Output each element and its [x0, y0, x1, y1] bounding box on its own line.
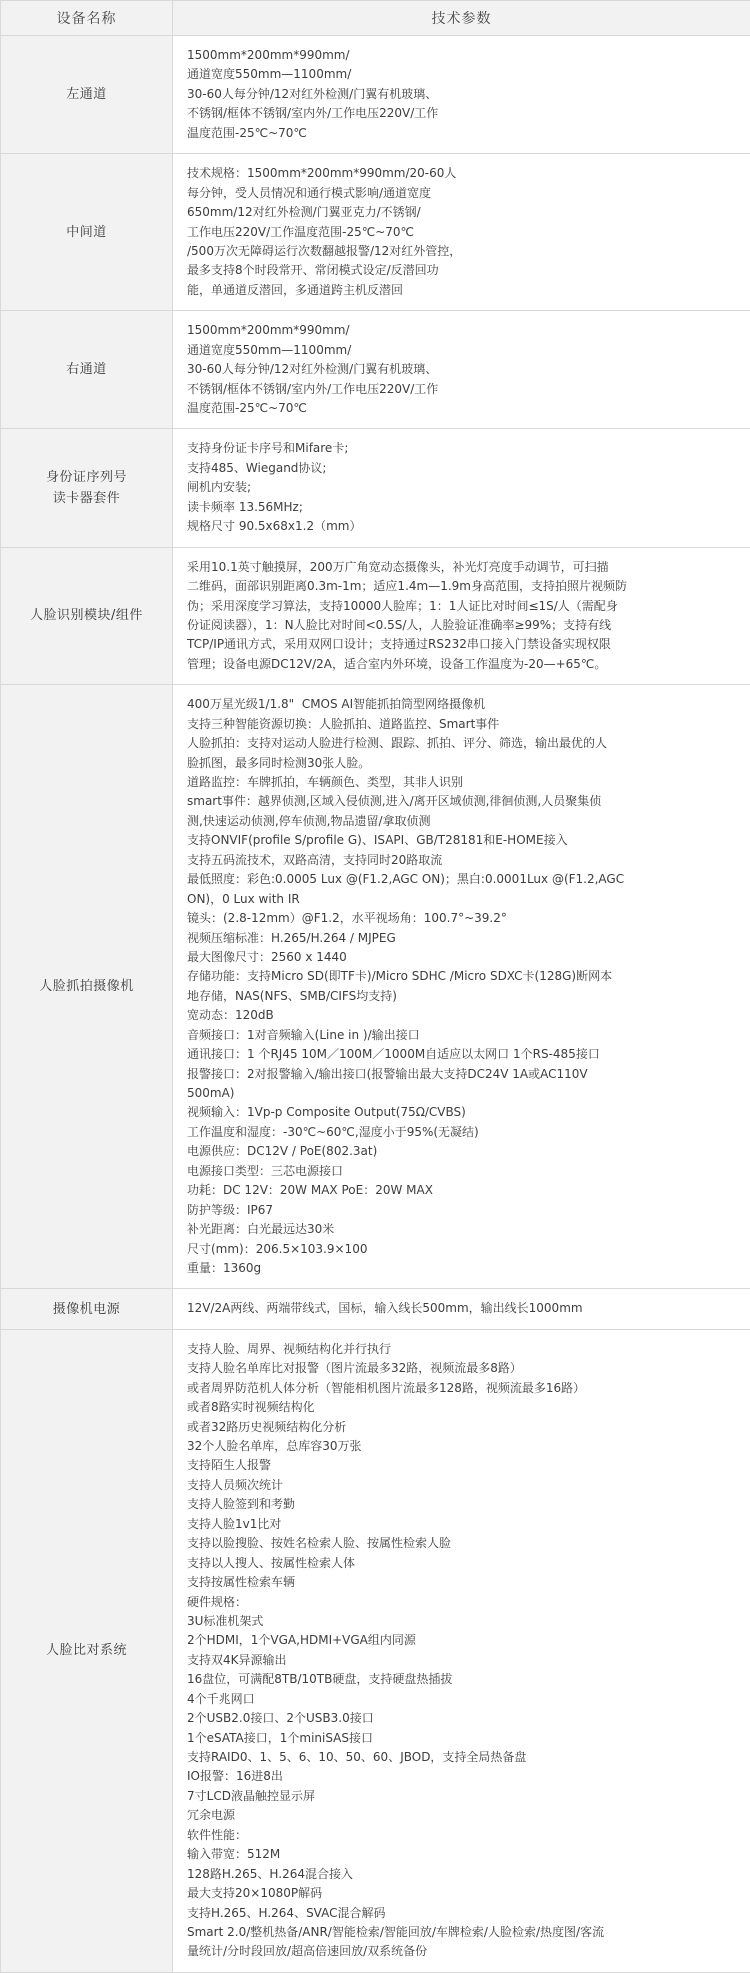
param-line: 支持ONVIF(profile S/profile G)、ISAPI、GB/T28181和E-HOME接入 [187, 831, 738, 850]
device-name-cell [1, 154, 173, 311]
tech-params-cell [173, 429, 750, 547]
device-name-cell [1, 429, 173, 547]
device-name-line: 摄像机电源 [7, 1299, 166, 1320]
param-line: 通道宽度550mm—1100mm/ [187, 65, 738, 84]
param-line: 管理；设备电源DC12V/2A，适合室内外环境，设备工作温度为-20—+65℃。 [187, 655, 738, 674]
param-line: 能，单通道反潜回，多通道跨主机反潜回 [187, 281, 738, 300]
param-line: 支持人脸名单库比对报警（图片流最多32路，视频流最多8路） [187, 1359, 738, 1378]
param-line: 软件性能： [187, 1826, 738, 1845]
param-line: 温度范围-25℃~70℃ [187, 124, 738, 143]
table-row [1, 1289, 750, 1329]
param-line: 测,快速运动侦测,停车侦测,物品遗留/拿取侦测 [187, 812, 738, 831]
param-line: Smart 2.0/整机热备/ANR/智能检索/智能回放/车牌检索/人脸检索/热度图/客流 [187, 1923, 738, 1942]
param-line: 存储功能：支持Micro SD(即TF卡)/Micro SDHC /Micro SDXC卡(128G)断网本 [187, 967, 738, 986]
param-line: 或者周界防范机人体分析（智能相机图片流最多128路，视频流最多16路） [187, 1379, 738, 1398]
param-line: 支持陌生人报警 [187, 1456, 738, 1475]
param-line: 支持人员频次统计 [187, 1476, 738, 1495]
param-line: ON)，0 Lux with IR [187, 890, 738, 909]
device-name-line: 人脸抓拍摄像机 [7, 976, 166, 997]
param-line: 二维码，面部识别距离0.3m-1m；适应1.4m—1.9m身高范围，支持拍照片视频防 [187, 577, 738, 596]
param-line: 支持485、Wiegand协议; [187, 459, 738, 478]
device-name-line: 右通道 [7, 359, 166, 380]
param-line: 7寸LCD液晶触控显示屏 [187, 1787, 738, 1806]
param-line: 读卡频率 13.56MHz; [187, 498, 738, 517]
device-name-line: 人脸识别模块/组件 [7, 605, 166, 626]
param-line: 30-60人每分钟/12对红外检测/门翼有机玻璃、 [187, 360, 738, 379]
param-line: 支持五码流技术，双路高清，支持同时20路取流 [187, 851, 738, 870]
tech-params-cell [173, 36, 750, 154]
param-line: 2个HDMI，1个VGA,HDMI+VGA组内同源 [187, 1631, 738, 1650]
param-line: 道路监控：车牌抓拍，车辆颜色、类型，其非人识别 [187, 773, 738, 792]
param-line: 温度范围-25℃~70℃ [187, 399, 738, 418]
param-line: 1500mm*200mm*990mm/ [187, 46, 738, 65]
param-line: 视频压缩标准：H.265/H.264 / MJPEG [187, 929, 738, 948]
param-line: 地存储，NAS(NFS、SMB/CIFS均支持) [187, 987, 738, 1006]
device-name-cell [1, 1289, 173, 1329]
param-line: 工作电压220V/工作温度范围-25℃~70℃ [187, 223, 738, 242]
param-line: 500mA) [187, 1084, 738, 1103]
param-line: /500万次无障碍运行次数翻越报警/12对红外管控， [187, 242, 738, 261]
param-line: 32个人脸名单库，总库容30万张 [187, 1437, 738, 1456]
param-line: 1个eSATA接口，1个miniSAS接口 [187, 1729, 738, 1748]
device-name-cell [1, 311, 173, 429]
param-line: 16盘位，可满配8TB/10TB硬盘，支持硬盘热插拔 [187, 1670, 738, 1689]
param-line: 128路H.265、H.264混合接入 [187, 1865, 738, 1884]
tech-params-cell [173, 1289, 750, 1329]
param-line: 12V/2A两线、两端带线式，国标，输入线长500mm，输出线长1000mm [187, 1299, 738, 1318]
param-line: 30-60人每分钟/12对红外检测/门翼有机玻璃、 [187, 85, 738, 104]
table-row [1, 154, 750, 311]
param-line: 支持三种智能资源切换：人脸抓拍、道路监控、Smart事件 [187, 715, 738, 734]
param-line: 支持RAID0、1、5、6、10、50、60、JBOD，支持全局热备盘 [187, 1748, 738, 1767]
tech-params-cell [173, 685, 750, 1289]
param-line: 重量：1360g [187, 1259, 738, 1278]
param-line: 宽动态：120dB [187, 1006, 738, 1025]
param-line: 音频接口：1对音频输入(Line in )/输出接口 [187, 1026, 738, 1045]
tech-params-cell [173, 311, 750, 429]
param-line: 支持身份证卡序号和Mifare卡; [187, 439, 738, 458]
param-line: 最大支持20×1080P解码 [187, 1884, 738, 1903]
param-line: 支持以脸搜脸、按姓名检索人脸、按属性检索人脸 [187, 1534, 738, 1553]
table-body [1, 36, 750, 1973]
column-header-device-name: 设备名称 [1, 1, 173, 36]
param-line: 伪；采用深度学习算法，支持10000人脸库；1：1人证比对时间≤1S/人（需配身 [187, 597, 738, 616]
param-line: 技术规格：1500mm*200mm*990mm/20-60人 [187, 164, 738, 183]
param-line: 量统计/分时段回放/超高倍速回放/双系统备份 [187, 1942, 738, 1961]
param-line: 通讯接口：1 个RJ45 10M／100M／1000M自适应以太网口 1个RS-485接口 [187, 1045, 738, 1064]
table-row [1, 685, 750, 1289]
param-line: 支持人脸签到和考勤 [187, 1495, 738, 1514]
param-line: 硬件规格： [187, 1593, 738, 1612]
param-line: 通道宽度550mm—1100mm/ [187, 341, 738, 360]
param-line: 支持H.265、H.264、SVAC混合解码 [187, 1904, 738, 1923]
param-line: 闸机内安装; [187, 478, 738, 497]
param-line: 每分钟，受人员情况和通行模式影响/通道宽度 [187, 184, 738, 203]
param-line: 功耗：DC 12V：20W MAX PoE：20W MAX [187, 1181, 738, 1200]
table-row [1, 429, 750, 547]
tech-params-cell [173, 154, 750, 311]
param-line: 1500mm*200mm*990mm/ [187, 321, 738, 340]
param-line: 最多支持8个时段常开、常闭模式设定/反潜回功 [187, 261, 738, 280]
param-line: 3U标准机架式 [187, 1612, 738, 1631]
param-line: 人脸抓拍：支持对运动人脸进行检测、跟踪、抓拍、评分、筛选，输出最优的人 [187, 734, 738, 753]
param-line: 尺寸(mm)：206.5×103.9×100 [187, 1240, 738, 1259]
param-line: 电源接口类型：三芯电源接口 [187, 1162, 738, 1181]
table-row [1, 311, 750, 429]
param-line: 视频输入：1Vp-p Composite Output(75Ω/CVBS) [187, 1103, 738, 1122]
param-line: IO报警：16进8出 [187, 1767, 738, 1786]
param-line: 输入带宽：512M [187, 1845, 738, 1864]
param-line: 防护等级：IP67 [187, 1201, 738, 1220]
device-name-line: 人脸比对系统 [7, 1640, 166, 1661]
param-line: 支持人脸、周界、视频结构化并行执行 [187, 1340, 738, 1359]
param-line: 镜头：(2.8-12mm）@F1.2，水平视场角：100.7°~39.2° [187, 909, 738, 928]
table-row [1, 1329, 750, 1972]
param-line: 或者32路历史视频结构化分析 [187, 1418, 738, 1437]
param-line: smart事件：越界侦测,区域入侵侦测,进入/离开区域侦测,徘徊侦测,人员聚集侦 [187, 792, 738, 811]
device-name-cell [1, 36, 173, 154]
param-line: 规格尺寸 90.5x68x1.2（mm） [187, 517, 738, 536]
table-row [1, 36, 750, 154]
param-line: 工作温度和湿度：-30℃~60℃,湿度小于95%(无凝结) [187, 1123, 738, 1142]
param-line: 冗余电源 [187, 1806, 738, 1825]
param-line: 支持人脸1v1比对 [187, 1515, 738, 1534]
param-line: 电源供应：DC12V / PoE(802.3at) [187, 1142, 738, 1161]
device-name-cell [1, 1329, 173, 1972]
param-line: 采用10.1英寸触摸屏，200万广角宽动态摄像头，补光灯亮度手动调节，可扫描 [187, 558, 738, 577]
param-line: 份证阅读器），1：N人脸比对时间<0.5S/人，人脸验证准确率≥99%；支持有线 [187, 616, 738, 635]
param-line: 不锈钢/框体不锈钢/室内外/工作电压220V/工作 [187, 104, 738, 123]
device-name-cell [1, 685, 173, 1289]
device-name-line: 左通道 [7, 84, 166, 105]
table-header-row [1, 1, 750, 36]
table-row [1, 547, 750, 685]
device-name-cell [1, 547, 173, 685]
param-line: 支持以人搜人、按属性检索人体 [187, 1554, 738, 1573]
param-line: 650mm/12对红外检测/门翼亚克力/不锈钢/ [187, 203, 738, 222]
device-name-line: 身份证序列号 [7, 467, 166, 488]
param-line: 最低照度：彩色:0.0005 Lux @(F1.2,AGC ON)；黑白:0.0001Lux @(F1.2,AGC [187, 870, 738, 889]
param-line: 支持按属性检索车辆 [187, 1573, 738, 1592]
column-header-tech-params: 技术参数 [173, 1, 750, 36]
param-line: 或者8路实时视频结构化 [187, 1398, 738, 1417]
param-line: 2个USB2.0接口、2个USB3.0接口 [187, 1709, 738, 1728]
param-line: 4个千兆网口 [187, 1690, 738, 1709]
param-line: 补光距离：白光最远达30米 [187, 1220, 738, 1239]
param-line: 400万星光级1/1.8" CMOS AI智能抓拍筒型网络摄像机 [187, 695, 738, 714]
tech-params-cell [173, 547, 750, 685]
param-line: 报警接口：2对报警输入/输出接口(报警输出最大支持DC24V 1A或AC110V [187, 1065, 738, 1084]
param-line: 最大图像尺寸：2560 x 1440 [187, 948, 738, 967]
param-line: 支持双4K异源输出 [187, 1651, 738, 1670]
tech-params-cell [173, 1329, 750, 1972]
device-name-line: 读卡器套件 [7, 488, 166, 509]
param-line: 脸抓图，最多同时检测30张人脸。 [187, 754, 738, 773]
device-name-line: 中间道 [7, 222, 166, 243]
param-line: TCP/IP通讯方式，采用双网口设计；支持通过RS232串口接入门禁设备实现权限 [187, 635, 738, 654]
param-line: 不锈钢/框体不锈钢/室内外/工作电压220V/工作 [187, 380, 738, 399]
